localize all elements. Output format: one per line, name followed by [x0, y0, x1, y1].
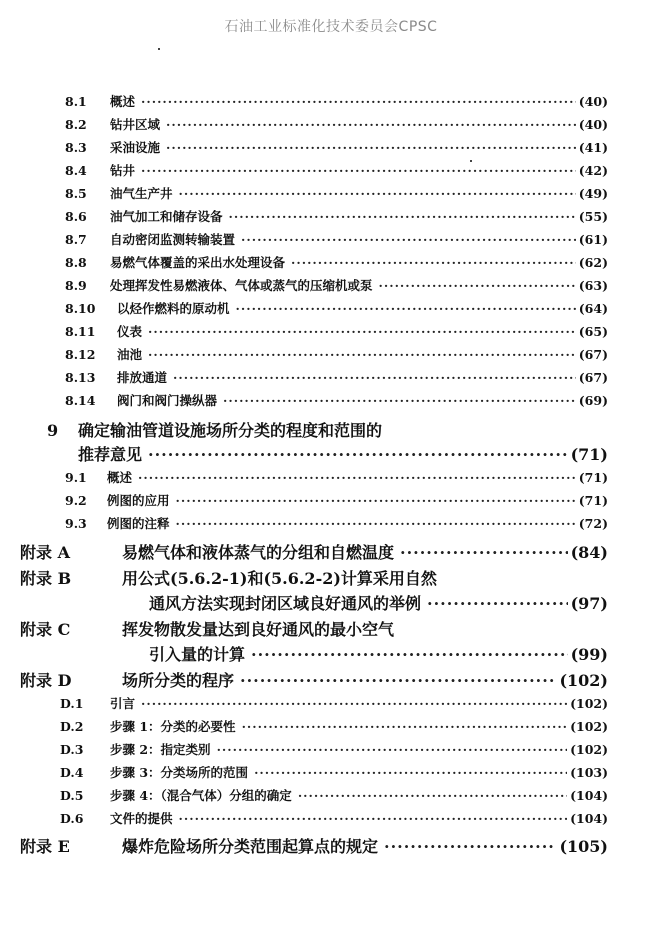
- toc-entry: [47, 442, 608, 464]
- toc-entry: [65, 299, 608, 321]
- toc-entry: [65, 322, 608, 344]
- toc-entry-title: 钻井: [110, 163, 136, 178]
- toc-entry-number: 8.5: [65, 186, 87, 201]
- toc-dot-leader: [176, 493, 576, 508]
- toc-entry-title: 仪表: [117, 324, 143, 339]
- toc-entry-title: 自动密闭监测转输装置: [110, 232, 236, 247]
- toc-entry-number: 8.14: [65, 393, 96, 408]
- toc-entry-page: (67): [578, 370, 608, 385]
- toc-entry-title: 步骤 3：分类场所的范围: [110, 765, 249, 780]
- toc-entry-number: 8.2: [65, 117, 87, 132]
- toc-entry-number: 9.2: [65, 493, 87, 508]
- toc-entry: [65, 391, 608, 413]
- toc-entry-page: (104): [570, 788, 608, 803]
- toc-dot-leader: [242, 719, 568, 734]
- toc-entry-page: (71): [570, 445, 608, 464]
- toc-entry-page: (63): [578, 278, 608, 293]
- toc-entry-number: 附录 D: [20, 671, 72, 690]
- toc-entry-page: (41): [578, 140, 608, 155]
- toc-entry-title: 文件的提供: [110, 811, 173, 826]
- toc-entry-number: 8.12: [65, 347, 96, 362]
- toc-entry-number: 附录 A: [20, 543, 70, 562]
- toc-entry-title: 处理挥发性易燃液体、气体或蒸气的压缩机或泵: [110, 278, 373, 293]
- toc-entry: [65, 161, 608, 183]
- toc-entry-title: 排放通道: [117, 370, 168, 385]
- toc-entry: [20, 540, 608, 562]
- toc-dot-leader: [241, 232, 576, 247]
- toc-entry-page: (99): [570, 645, 608, 664]
- toc-entry-title: 确定输油管道设施场所分类的程度和范围的: [78, 421, 383, 440]
- toc-entry-title: 用公式(5.6.2-1)和(5.6.2-2)计算采用自然: [122, 569, 437, 588]
- toc-entry: [65, 207, 608, 229]
- toc-entry-title: 钻井区域: [110, 117, 161, 132]
- toc-entry: [47, 418, 608, 440]
- toc-entry-page: (72): [578, 516, 608, 531]
- toc-entry: [65, 230, 608, 252]
- toc-entry-number: 8.13: [65, 370, 96, 385]
- toc-entry: [65, 368, 608, 390]
- toc-entry-page: (104): [570, 811, 608, 826]
- toc-entry: [20, 834, 608, 856]
- toc-entry-number: 8.1: [65, 94, 87, 109]
- toc-entry-number: 附录 B: [20, 569, 72, 588]
- toc-entry-page: (69): [578, 393, 608, 408]
- toc-entry: [20, 642, 608, 664]
- toc-entry-page: (97): [570, 594, 608, 613]
- toc-entry: [65, 491, 608, 513]
- toc-entry-title: 步骤 4：（混合气体）分组的确定: [110, 788, 292, 803]
- toc-dot-leader: [379, 278, 576, 293]
- toc-entry-title: 步骤 2：指定类别: [110, 742, 211, 757]
- toc-entry-page: (55): [578, 209, 608, 224]
- toc-dot-leader: [291, 255, 576, 270]
- toc-dot-leader: [236, 301, 576, 316]
- toc-entry-page: (62): [578, 255, 608, 270]
- toc-entry-title: 爆炸危险场所分类范围起算点的规定: [122, 837, 379, 856]
- toc-entry-title: 通风方法实现封闭区域良好通风的举例: [149, 594, 422, 613]
- toc-dot-leader: [179, 186, 576, 201]
- toc-entry-title: 概述: [110, 94, 136, 109]
- toc-entry-title: 油池: [117, 347, 143, 362]
- toc-dot-leader: [384, 837, 556, 856]
- toc-entry-number: D.3: [60, 742, 84, 757]
- toc-entry-number: 9.1: [65, 470, 87, 485]
- toc-dot-leader: [148, 445, 568, 464]
- toc-entry: [65, 253, 608, 275]
- toc-entry-number: 8.9: [65, 278, 87, 293]
- toc-entry-page: (102): [570, 696, 608, 711]
- toc-entry-title: 步骤 1：分类的必要性: [110, 719, 236, 734]
- toc-entry-page: (71): [578, 470, 608, 485]
- toc-entry-page: (42): [578, 163, 608, 178]
- toc-entry-page: (84): [570, 543, 608, 562]
- toc-entry-number: D.4: [60, 765, 84, 780]
- toc-entry-number: D.6: [60, 811, 84, 826]
- toc-dot-leader: [217, 742, 568, 757]
- toc-entry: [65, 184, 608, 206]
- toc-entry-number: 附录 C: [20, 620, 71, 639]
- toc-dot-leader: [251, 645, 568, 664]
- toc-entry-title: 采油设施: [110, 140, 161, 155]
- toc-entry: [20, 566, 608, 588]
- toc-entry-page: (102): [570, 719, 608, 734]
- toc-dot-leader: [400, 543, 568, 562]
- toc-entry-title: 引入量的计算: [149, 645, 246, 664]
- toc-dot-leader: [166, 117, 576, 132]
- toc-entry: [20, 668, 608, 690]
- toc-entry-number: 8.8: [65, 255, 87, 270]
- toc-entry-page: (67): [578, 347, 608, 362]
- toc-entry-title: 推荐意见: [78, 445, 143, 464]
- toc-entry: [60, 763, 608, 785]
- toc-entry-page: (71): [578, 493, 608, 508]
- toc-entry: [65, 115, 608, 137]
- toc-entry-title: 油气加工和储存设备: [110, 209, 223, 224]
- toc-entry-page: (102): [570, 742, 608, 757]
- toc-entry: [65, 514, 608, 536]
- toc-entry-number: 8.6: [65, 209, 87, 224]
- toc-dot-leader: [427, 594, 568, 613]
- toc-dot-leader: [176, 516, 576, 531]
- toc-entry: [65, 92, 608, 114]
- toc-entry-title: 例图的注释: [107, 516, 170, 531]
- toc-entry: [60, 694, 608, 716]
- toc-entry: [20, 617, 608, 639]
- toc-entry-page: (49): [578, 186, 608, 201]
- toc-entry-number: D.2: [60, 719, 84, 734]
- toc-entry-page: (103): [570, 765, 608, 780]
- toc-entry-page: (65): [578, 324, 608, 339]
- toc-entry: [65, 345, 608, 367]
- toc-entry-page: (64): [578, 301, 608, 316]
- toc-entry: [20, 591, 608, 613]
- stray-dot: [158, 48, 160, 50]
- toc-entry-number: 8.7: [65, 232, 87, 247]
- toc-dot-leader: [240, 671, 556, 690]
- toc-entry-number: D.1: [60, 696, 84, 711]
- toc-dot-leader: [254, 765, 567, 780]
- toc-entry: [65, 468, 608, 490]
- toc-entry-number: 8.11: [65, 324, 96, 339]
- toc-entry-number: 8.10: [65, 301, 96, 316]
- toc-entry-title: 以烃作燃料的原动机: [117, 301, 230, 316]
- toc-entry-title: 引言: [110, 696, 136, 711]
- toc-dot-leader: [148, 347, 576, 362]
- toc-entry-number: 附录 E: [20, 837, 70, 856]
- toc-dot-leader: [179, 811, 568, 826]
- toc-entry: [60, 786, 608, 808]
- toc-entry-title: 易燃气体覆盖的采出水处理设备: [110, 255, 286, 270]
- toc-entry-page: (105): [559, 837, 608, 856]
- toc-dot-leader: [148, 324, 576, 339]
- toc-entry-page: (61): [578, 232, 608, 247]
- toc-dot-leader: [173, 370, 576, 385]
- toc-dot-leader: [141, 94, 576, 109]
- toc-dot-leader: [166, 140, 576, 155]
- header-watermark: 石油工业标准化技术委员会CPSC: [224, 19, 438, 35]
- toc-entry: [65, 276, 608, 298]
- toc-entry-page: (40): [578, 117, 608, 132]
- toc-entry-title: 场所分类的程序: [122, 671, 235, 690]
- toc-entry: [60, 740, 608, 762]
- toc-dot-leader: [229, 209, 576, 224]
- toc-dot-leader: [298, 788, 567, 803]
- toc-entry-number: 9.3: [65, 516, 87, 531]
- toc-dot-leader: [138, 470, 576, 485]
- toc-entry-title: 挥发物散发量达到良好通风的最小空气: [122, 620, 395, 639]
- toc-entry-title: 例图的应用: [107, 493, 170, 508]
- toc-entry-title: 易燃气体和液体蒸气的分组和自燃温度: [122, 543, 395, 562]
- toc-entry: [60, 809, 608, 831]
- toc-entry-number: 8.3: [65, 140, 87, 155]
- toc-entry: [65, 138, 608, 160]
- toc-entry-page: (102): [559, 671, 608, 690]
- toc-dot-leader: [223, 393, 576, 408]
- toc-entry-page: (40): [578, 94, 608, 109]
- toc-dot-leader: [141, 163, 576, 178]
- toc-entry-title: 概述: [107, 470, 133, 485]
- toc-entry-title: 油气生产井: [110, 186, 173, 201]
- toc-entry: [60, 717, 608, 739]
- toc-entry-number: 8.4: [65, 163, 87, 178]
- toc-entry-number: D.5: [60, 788, 84, 803]
- toc-entry-title: 阀门和阀门操纵器: [117, 393, 218, 408]
- toc-dot-leader: [141, 696, 567, 711]
- toc-entry-number: 9: [47, 421, 59, 440]
